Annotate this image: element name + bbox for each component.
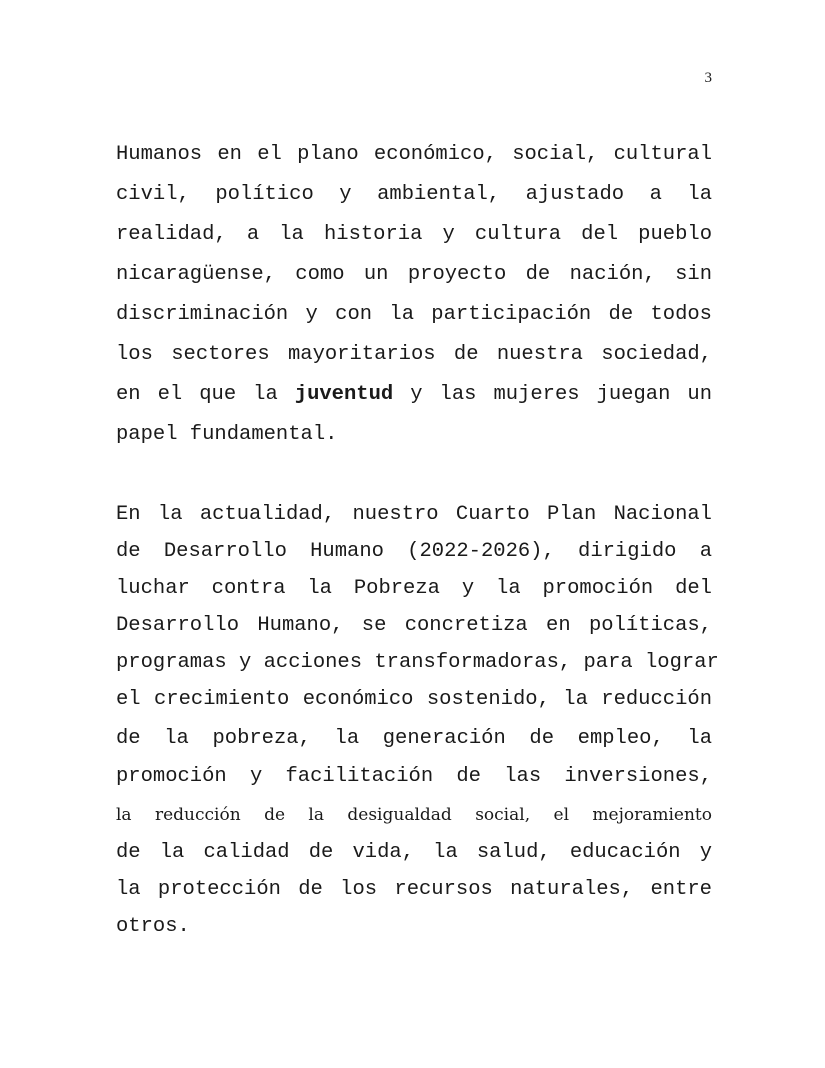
paragraph-2-line-1: En la actualidad, nuestro Cuarto Plan Nacional [116, 503, 712, 526]
paragraph-2-line-9: la reducción de la desigualdad social, el mejoramiento [116, 805, 712, 825]
paragraph-2-line-6: el crecimiento económico sostenido, la reducción [116, 688, 712, 711]
paragraph-1-line-3: realidad, a la historia y cultura del pueblo [116, 223, 712, 246]
paragraph-2-line-11: la protección de los recursos naturales, entre [116, 878, 712, 901]
paragraph-2-line-2: de Desarrollo Humano (2022-2026), dirigido a [116, 540, 712, 563]
paragraph-1-line-2: civil, político y ambiental, ajustado a la [116, 183, 712, 206]
paragraph-1-line-4: nicaragüense, como un proyecto de nación, sin [116, 263, 712, 286]
paragraph-2-line-5: programas y acciones transformadoras, para lograr [116, 651, 719, 674]
paragraph-2-line-12: otros. [116, 915, 190, 938]
emphasized-word: juventud [294, 383, 394, 406]
paragraph-2-line-7: de la pobreza, la generación de empleo, la [116, 727, 712, 750]
paragraph-1-line-1: Humanos en el plano económico, social, cultural [116, 143, 712, 166]
paragraph-1-line-7 [116, 380, 712, 410]
line-text-before-bold: en el que la [116, 383, 295, 406]
paragraph-1-line-8: papel fundamental. [116, 423, 338, 446]
paragraph-2-line-8: promoción y facilitación de las inversiones, [116, 765, 712, 788]
paragraph-1-line-5: discriminación y con la participación de todos [116, 303, 712, 326]
paragraph-2-line-10: de la calidad de vida, la salud, educación y [116, 841, 712, 864]
paragraph-2-line-4: Desarrollo Humano, se concretiza en políticas, [116, 614, 712, 637]
paragraph-1-line-6: los sectores mayoritarios de nuestra sociedad, [116, 343, 712, 366]
line-text-after-bold: y las mujeres juegan un [393, 383, 713, 406]
page-number: 3 [704, 70, 712, 86]
paragraph-2-line-3: luchar contra la Pobreza y la promoción del [116, 577, 712, 600]
